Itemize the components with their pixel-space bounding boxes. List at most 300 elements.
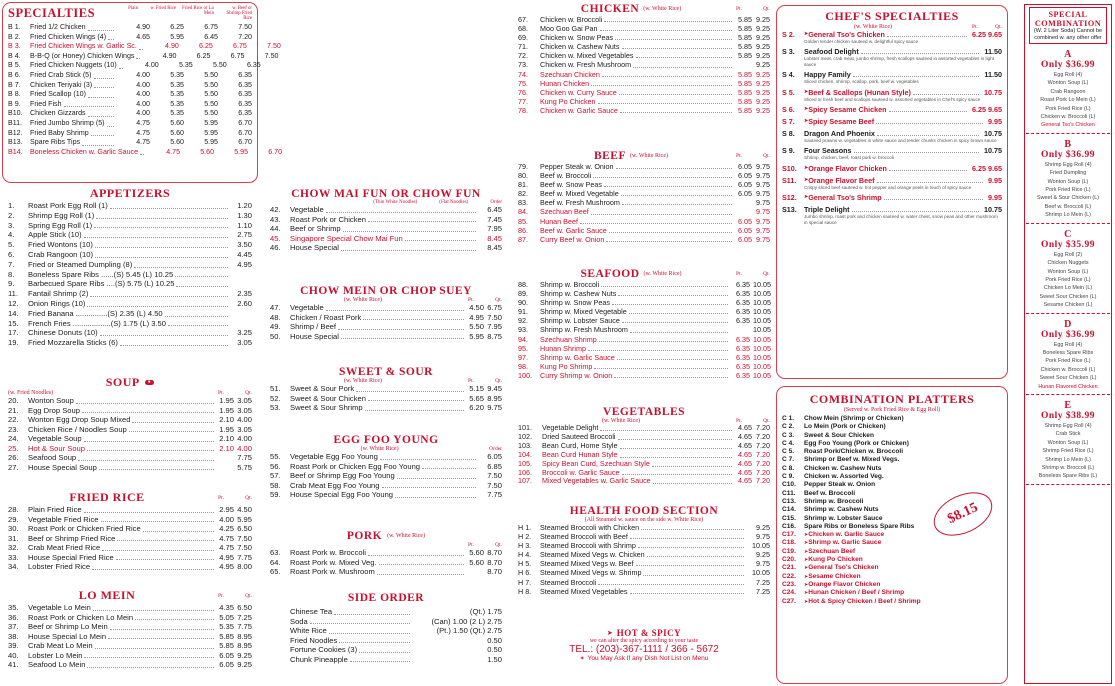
- menu-item-row[interactable]: [518, 532, 770, 541]
- beef-title: BEEF: [593, 150, 627, 162]
- item-price: 0.50: [487, 635, 502, 645]
- item-name: Kung Po Chicken: [808, 556, 863, 564]
- menu-item-row[interactable]: [8, 119, 252, 129]
- menu-item-row[interactable]: [270, 655, 502, 665]
- item-name: Apple Stick (10): [28, 230, 82, 240]
- menu-item-row[interactable]: [8, 23, 252, 33]
- menu-item-row[interactable]: [518, 106, 770, 115]
- menu-item-row[interactable]: [270, 313, 502, 323]
- combo-item-row[interactable]: [782, 415, 1002, 423]
- menu-item-row[interactable]: [270, 384, 502, 394]
- menu-item-row[interactable]: [8, 396, 252, 406]
- group-price: Only $35.99: [1040, 239, 1096, 250]
- menu-item-row[interactable]: [270, 234, 502, 244]
- leader-dots: [326, 212, 476, 213]
- chef-item[interactable]: [782, 193, 1002, 202]
- item-number: S10.: [782, 163, 797, 173]
- menu-item-row[interactable]: [270, 403, 502, 413]
- chef-item[interactable]: [782, 205, 1002, 225]
- menu-item-row[interactable]: [270, 607, 502, 617]
- item-number: 80.: [518, 171, 528, 181]
- column-header: (Thin White Noodles): [373, 200, 418, 205]
- menu-item-row[interactable]: [270, 224, 502, 234]
- chef-item[interactable]: [782, 129, 1002, 143]
- menu-item-row[interactable]: [270, 490, 502, 500]
- combo-item-row[interactable]: [782, 548, 1002, 556]
- item-price: 5.85: [738, 15, 752, 24]
- menu-item-row[interactable]: [8, 240, 252, 250]
- menu-item-row[interactable]: [518, 88, 770, 97]
- item-number: 78.: [518, 105, 528, 115]
- menu-item-row[interactable]: [518, 335, 770, 344]
- menu-item-row[interactable]: [270, 481, 502, 491]
- leader-dots: [139, 49, 143, 50]
- item-price: 7.50: [237, 533, 252, 543]
- item-price: 6.50: [237, 603, 252, 612]
- item-number: 105.: [518, 458, 532, 468]
- menu-item-row[interactable]: [8, 279, 252, 289]
- item-name: Chicken w. Garlic Sauce: [540, 105, 618, 115]
- item-number: 46.: [270, 243, 281, 252]
- item-price: 5.50: [212, 61, 227, 70]
- item-name: Szechuan Beef: [808, 547, 856, 555]
- combo-item-row[interactable]: [782, 539, 1002, 547]
- menu-item-row[interactable]: [8, 505, 252, 515]
- menu-item-row[interactable]: [8, 453, 252, 463]
- item-price: 1.20: [237, 201, 252, 210]
- menu-item-row[interactable]: [270, 215, 502, 225]
- hot-spicy-section: [518, 628, 770, 662]
- menu-item-row[interactable]: [8, 147, 283, 158]
- menu-item-row[interactable]: [518, 15, 770, 24]
- item-number: 76.: [518, 87, 528, 97]
- combo-title: COMBINATION PLATTERS: [809, 392, 975, 406]
- item-name: Chicken w. Cashew Nuts: [804, 464, 882, 472]
- item-price: 4.95: [219, 552, 234, 562]
- fried-rice-title: FRIED RICE: [69, 490, 145, 504]
- menu-item-row[interactable]: [518, 344, 770, 353]
- menu-item-row[interactable]: [518, 289, 770, 298]
- special-group[interactable]: [1026, 49, 1110, 134]
- menu-item-row[interactable]: [270, 205, 502, 215]
- item-number: 34.: [8, 562, 19, 571]
- item-number: 33.: [8, 552, 19, 562]
- item-price: 9.25: [756, 51, 770, 61]
- menu-item-row[interactable]: [518, 353, 770, 362]
- menu-item-row[interactable]: [518, 235, 770, 244]
- menu-item-row[interactable]: [8, 230, 252, 240]
- menu-item-row[interactable]: [8, 515, 252, 525]
- item-number: 55.: [270, 452, 281, 461]
- leader-dots: [884, 199, 983, 200]
- menu-item-row[interactable]: [8, 641, 252, 651]
- menu-item-row[interactable]: [270, 452, 502, 462]
- item-price: 5.85: [738, 51, 752, 61]
- menu-item-row[interactable]: [270, 243, 502, 253]
- item-number: 39.: [8, 641, 19, 650]
- menu-item-row[interactable]: [518, 541, 770, 550]
- item-number: S 9.: [782, 146, 795, 156]
- item-price: 4.90: [136, 23, 150, 31]
- item-price: 6.25: [199, 42, 213, 51]
- item-name: Chow Mein (Shrimp or Chicken): [804, 415, 904, 422]
- group-item: Fried Dumpling: [1049, 170, 1087, 177]
- menu-item-row[interactable]: [270, 636, 502, 646]
- item-name: Egg Drop Soup: [28, 405, 80, 415]
- menu-item-row[interactable]: [270, 332, 502, 342]
- column-header: Plain: [128, 6, 138, 11]
- item-number: C27.: [782, 597, 796, 605]
- group-item: Sesame Chicken (L): [1043, 302, 1093, 309]
- menu-item-row[interactable]: [518, 280, 770, 289]
- menu-item-row[interactable]: [8, 51, 279, 62]
- appetizers-title: APPETIZERS: [89, 186, 171, 200]
- menu-item-row[interactable]: [518, 79, 770, 88]
- menu-item-row[interactable]: [518, 198, 770, 207]
- item-price: 6.05: [738, 216, 752, 226]
- chef-item[interactable]: [782, 30, 1002, 44]
- item-price: 4.00: [136, 109, 150, 118]
- special-group[interactable]: [1026, 400, 1110, 485]
- menu-item-row[interactable]: [518, 371, 770, 380]
- menu-item-row[interactable]: [518, 587, 770, 596]
- item-number: 104.: [518, 449, 532, 459]
- menu-item-row[interactable]: [518, 162, 770, 171]
- item-number: C21.: [782, 564, 796, 572]
- combo-item-row[interactable]: [782, 456, 1002, 464]
- menu-item-row[interactable]: [8, 33, 252, 43]
- menu-item-row[interactable]: [270, 626, 502, 636]
- leader-dots: [620, 457, 732, 458]
- menu-item-row[interactable]: [8, 613, 252, 623]
- item-name: Roast Pork/Chicken w. Broccoli: [804, 448, 904, 456]
- combo-item-row[interactable]: [782, 531, 1002, 539]
- menu-item-row[interactable]: [518, 189, 770, 198]
- menu-item-row[interactable]: [8, 250, 252, 260]
- menu-item-row[interactable]: [518, 523, 770, 532]
- menu-item-row[interactable]: [8, 415, 252, 425]
- item-price: 5.85: [219, 641, 234, 650]
- item-price: 1.50: [487, 654, 502, 664]
- item-number: C17.: [782, 531, 796, 539]
- menu-item-row[interactable]: [8, 562, 252, 572]
- leader-dots: [84, 237, 228, 238]
- item-price: 9.75: [756, 198, 770, 208]
- item-name: Lo Mein (Pork or Chicken): [804, 423, 886, 431]
- leader-dots: [94, 227, 228, 228]
- menu-item-row[interactable]: [270, 645, 502, 655]
- menu-item-row[interactable]: [8, 603, 252, 613]
- menu-item-row[interactable]: [8, 270, 252, 280]
- leader-dots: [877, 182, 983, 183]
- menu-item-row[interactable]: [8, 138, 252, 148]
- menu-item-row[interactable]: [8, 260, 252, 270]
- item-name: Boneless Spare Ribs ......(S) 5.45 (L) 10.25: [28, 269, 174, 279]
- item-name: Egg Foo Young (Pork or Chicken): [804, 439, 909, 447]
- chef-sub: (w. White Rice): [854, 24, 892, 30]
- item-price: 7.20: [238, 32, 252, 41]
- combo-item-row[interactable]: [782, 465, 1002, 473]
- menu-item-row[interactable]: [8, 299, 252, 309]
- chef-item[interactable]: [782, 117, 1002, 126]
- item-number: 11.: [8, 289, 18, 299]
- leader-dots: [96, 218, 228, 219]
- combo-item-row[interactable]: [782, 432, 1002, 440]
- item-description: Crispy sliced beef sauteed w. hot pepper and orange peels in touch of spicy sauce: [804, 184, 972, 190]
- menu-item-row[interactable]: [518, 60, 770, 69]
- column-header: Pt.: [736, 418, 742, 424]
- item-price: 3.05: [237, 396, 252, 405]
- chef-item[interactable]: [782, 47, 1002, 67]
- item-number: C15.: [782, 514, 796, 522]
- menu-item-row[interactable]: [518, 362, 770, 371]
- item-name: House Special: [290, 331, 339, 341]
- combo-item-row[interactable]: [782, 423, 1002, 431]
- item-price: 5.50: [469, 322, 484, 331]
- menu-item-row[interactable]: [270, 617, 502, 627]
- item-number: 90.: [518, 298, 528, 308]
- menu-item-row[interactable]: [8, 109, 252, 119]
- item-name: Beef w. Snow Peas: [540, 180, 602, 190]
- menu-item-row[interactable]: [8, 543, 252, 553]
- group-item: Pork Fried Rice (L): [1045, 276, 1091, 283]
- menu-item-row[interactable]: [8, 651, 252, 661]
- leader-dots: [87, 450, 214, 451]
- item-number: 53.: [270, 403, 281, 412]
- item-number: 17.: [8, 328, 19, 338]
- menu-item-row[interactable]: [518, 207, 770, 216]
- menu-item-row[interactable]: [8, 660, 252, 670]
- combo-item-row[interactable]: [782, 448, 1002, 456]
- leader-dots: [176, 286, 228, 287]
- leader-dots: [889, 111, 968, 112]
- item-description: Shrimp, chicken, beef, roast pork w. broccoli: [804, 155, 894, 161]
- menu-item-row[interactable]: [518, 171, 770, 180]
- menu-item-row[interactable]: [8, 61, 261, 71]
- chef-item-row: [782, 47, 1002, 56]
- menu-item-row[interactable]: [8, 211, 252, 221]
- leader-dots: [630, 593, 744, 594]
- leader-dots: [129, 431, 214, 432]
- combo-item-row[interactable]: [782, 556, 1002, 564]
- item-name: Roast Pork or Chicken Lo Mein: [28, 612, 134, 622]
- special-group[interactable]: [1026, 229, 1110, 314]
- menu-item-row[interactable]: [270, 471, 502, 481]
- leader-dots: [853, 76, 980, 77]
- menu-item-row[interactable]: [8, 406, 252, 416]
- combo-item-row[interactable]: [782, 581, 1002, 589]
- menu-item-row[interactable]: [518, 180, 770, 189]
- item-name: Shrimp w. Broccoli: [804, 497, 864, 505]
- item-price: 9.75: [756, 532, 770, 542]
- item-name: Beef w. Broccoli: [540, 171, 592, 181]
- menu-item-row[interactable]: [270, 558, 502, 568]
- leader-dots: [88, 30, 114, 31]
- chef-item[interactable]: [782, 88, 1002, 102]
- leader-dots: [652, 466, 732, 467]
- menu-item-row[interactable]: [518, 316, 770, 325]
- item-name: Spicy Sesame Chicken: [808, 105, 887, 115]
- item-price: 5.85: [738, 96, 752, 106]
- column-header: Qt.: [245, 390, 252, 396]
- item-name: Dragon And Phoenix: [804, 129, 875, 139]
- chef-item[interactable]: [782, 105, 1002, 114]
- menu-item-row[interactable]: [8, 201, 252, 211]
- menu-item-row[interactable]: [8, 444, 252, 454]
- item-price: 6.85: [487, 461, 502, 471]
- item-number: 85.: [518, 216, 528, 226]
- menu-item-row[interactable]: [8, 553, 252, 563]
- column-header: Qt.: [245, 494, 252, 501]
- chicken-sub: (w. White Rice): [643, 6, 682, 12]
- item-name: House Special Fried Rice: [28, 552, 114, 562]
- leader-dots: [90, 296, 228, 297]
- item-number: 49.: [270, 322, 281, 331]
- menu-item-row[interactable]: [518, 97, 770, 106]
- menu-item-row[interactable]: [518, 42, 770, 51]
- item-price: 4.90: [165, 42, 179, 51]
- item-name: Sesame Chicken: [808, 572, 861, 580]
- menu-item-row[interactable]: [8, 434, 252, 444]
- menu-item-row[interactable]: [518, 325, 770, 334]
- menu-item-row[interactable]: [8, 534, 252, 544]
- special-group[interactable]: [1026, 319, 1110, 395]
- chef-title: CHEF'S SPECIALTIES: [825, 9, 959, 23]
- item-name: Chicken w. Garlic Sauce: [808, 531, 885, 539]
- combo-item-row[interactable]: [782, 589, 1002, 597]
- group-item: Sweet Sour Chicken (L): [1039, 375, 1097, 382]
- item-number: S 6.: [782, 105, 795, 115]
- item-number: 27.: [8, 462, 19, 472]
- menu-item-row[interactable]: [8, 289, 252, 299]
- menu-item-row[interactable]: [8, 622, 252, 632]
- menu-item-row[interactable]: [8, 81, 252, 91]
- menu-item-row[interactable]: [270, 303, 502, 313]
- menu-item-row[interactable]: [270, 394, 502, 404]
- item-price: 2.60: [237, 298, 252, 308]
- combo-item-row[interactable]: [782, 598, 1002, 606]
- menu-item-row[interactable]: [8, 328, 252, 338]
- menu-item-row[interactable]: [518, 33, 770, 42]
- menu-item-row[interactable]: [8, 42, 281, 52]
- combo-item-row[interactable]: [782, 440, 1002, 448]
- item-name: Shrimp w. Garlic Sauce: [540, 352, 615, 362]
- menu-item-row[interactable]: [518, 559, 770, 568]
- group-letter: A: [1064, 49, 1072, 60]
- menu-item-row[interactable]: [8, 309, 252, 319]
- special-group[interactable]: [1026, 139, 1110, 224]
- leader-dots: [602, 76, 732, 77]
- item-price: 9.25: [756, 60, 770, 70]
- menu-item-row[interactable]: [270, 462, 502, 472]
- combo-item-row[interactable]: [782, 564, 1002, 572]
- item-number: 30.: [8, 524, 19, 533]
- leader-dots: [609, 232, 732, 233]
- item-price: 8.45: [487, 233, 502, 243]
- menu-item-row[interactable]: [518, 70, 770, 79]
- menu-item-row[interactable]: [8, 319, 252, 329]
- menu-item-row[interactable]: [518, 298, 770, 307]
- menu-item-row[interactable]: [8, 100, 252, 110]
- menu-item-row[interactable]: [8, 632, 252, 642]
- item-name: Beef & Scallops (Hunan Style): [808, 87, 911, 97]
- group-letter: D: [1064, 318, 1072, 330]
- combo-item-row[interactable]: [782, 473, 1002, 481]
- menu-item-row[interactable]: [8, 425, 252, 435]
- item-name: Shrimp w. Lobster Sauce: [804, 514, 883, 522]
- combo-price: $8.15: [945, 500, 981, 528]
- menu-item-row[interactable]: [8, 338, 252, 348]
- item-name: Spicy Bean Curd, Szechuan Style: [542, 458, 650, 468]
- vegetables-title: VEGETABLES: [602, 406, 686, 418]
- menu-item-row[interactable]: [8, 463, 252, 473]
- leader-dots: [598, 584, 744, 585]
- combo-item-row[interactable]: [782, 481, 1002, 489]
- item-price: 8.70: [487, 567, 502, 576]
- leader-dots: [84, 512, 214, 513]
- pepper-icon: ➤: [804, 176, 809, 183]
- item-name: Sweet & Sour Chicken: [290, 393, 366, 403]
- menu-item-row[interactable]: [8, 90, 252, 100]
- menu-item-row[interactable]: [518, 550, 770, 559]
- item-name: Steamed Mixed Vegs w. Shrimp: [540, 568, 642, 578]
- item-price: 9.75: [756, 559, 770, 569]
- menu-item-row[interactable]: [518, 307, 770, 316]
- chef-item-row: [782, 88, 1002, 97]
- menu-item-row[interactable]: [518, 578, 770, 587]
- chef-item[interactable]: [782, 164, 1002, 173]
- pepper-icon: ➤: [804, 548, 809, 555]
- menu-item-row[interactable]: [518, 24, 770, 33]
- item-price: 9.45: [487, 384, 502, 393]
- item-name: Shrimp w. Mixed Vegetable: [540, 307, 627, 317]
- item-name: Spicy Sesame Beef: [808, 117, 875, 127]
- item-number: H 7.: [518, 577, 532, 587]
- menu-item-row[interactable]: [518, 217, 770, 226]
- menu-item-row[interactable]: [518, 226, 770, 235]
- menu-item-row[interactable]: [518, 477, 770, 486]
- menu-item-row[interactable]: [270, 322, 502, 332]
- column-header: (Flat Noodles): [439, 200, 469, 205]
- item-price: 9.25: [756, 15, 770, 24]
- menu-item-row[interactable]: [8, 71, 252, 81]
- leader-dots: [82, 412, 214, 413]
- menu-item-row[interactable]: [518, 568, 770, 577]
- item-name: Vegetable Fried Rice: [28, 514, 99, 524]
- chef-item[interactable]: [782, 146, 1002, 160]
- menu-item-row[interactable]: [270, 548, 502, 558]
- item-number: B 4.: [8, 51, 21, 60]
- item-price: 6.75: [233, 42, 247, 51]
- chef-item[interactable]: [782, 70, 1002, 84]
- leader-dots: [117, 540, 214, 541]
- menu-item-row[interactable]: [8, 221, 252, 231]
- seafood-section: [518, 268, 770, 380]
- leader-dots: [380, 459, 476, 460]
- combo-item-row[interactable]: [782, 573, 1002, 581]
- menu-item-row[interactable]: [8, 129, 252, 139]
- item-name: House Special Lo Mein: [28, 631, 107, 641]
- menu-item-row[interactable]: [270, 567, 502, 577]
- menu-item-row[interactable]: [518, 51, 770, 60]
- item-price: 6.70: [238, 118, 252, 127]
- item-number: S 4.: [782, 70, 795, 80]
- menu-item-row[interactable]: [8, 524, 252, 534]
- leader-dots: [422, 468, 476, 469]
- chef-item[interactable]: [782, 176, 1002, 190]
- phone-number: TEL.: (203)-367-1111 / 366 - 5672: [569, 644, 719, 655]
- leader-dots: [601, 286, 728, 287]
